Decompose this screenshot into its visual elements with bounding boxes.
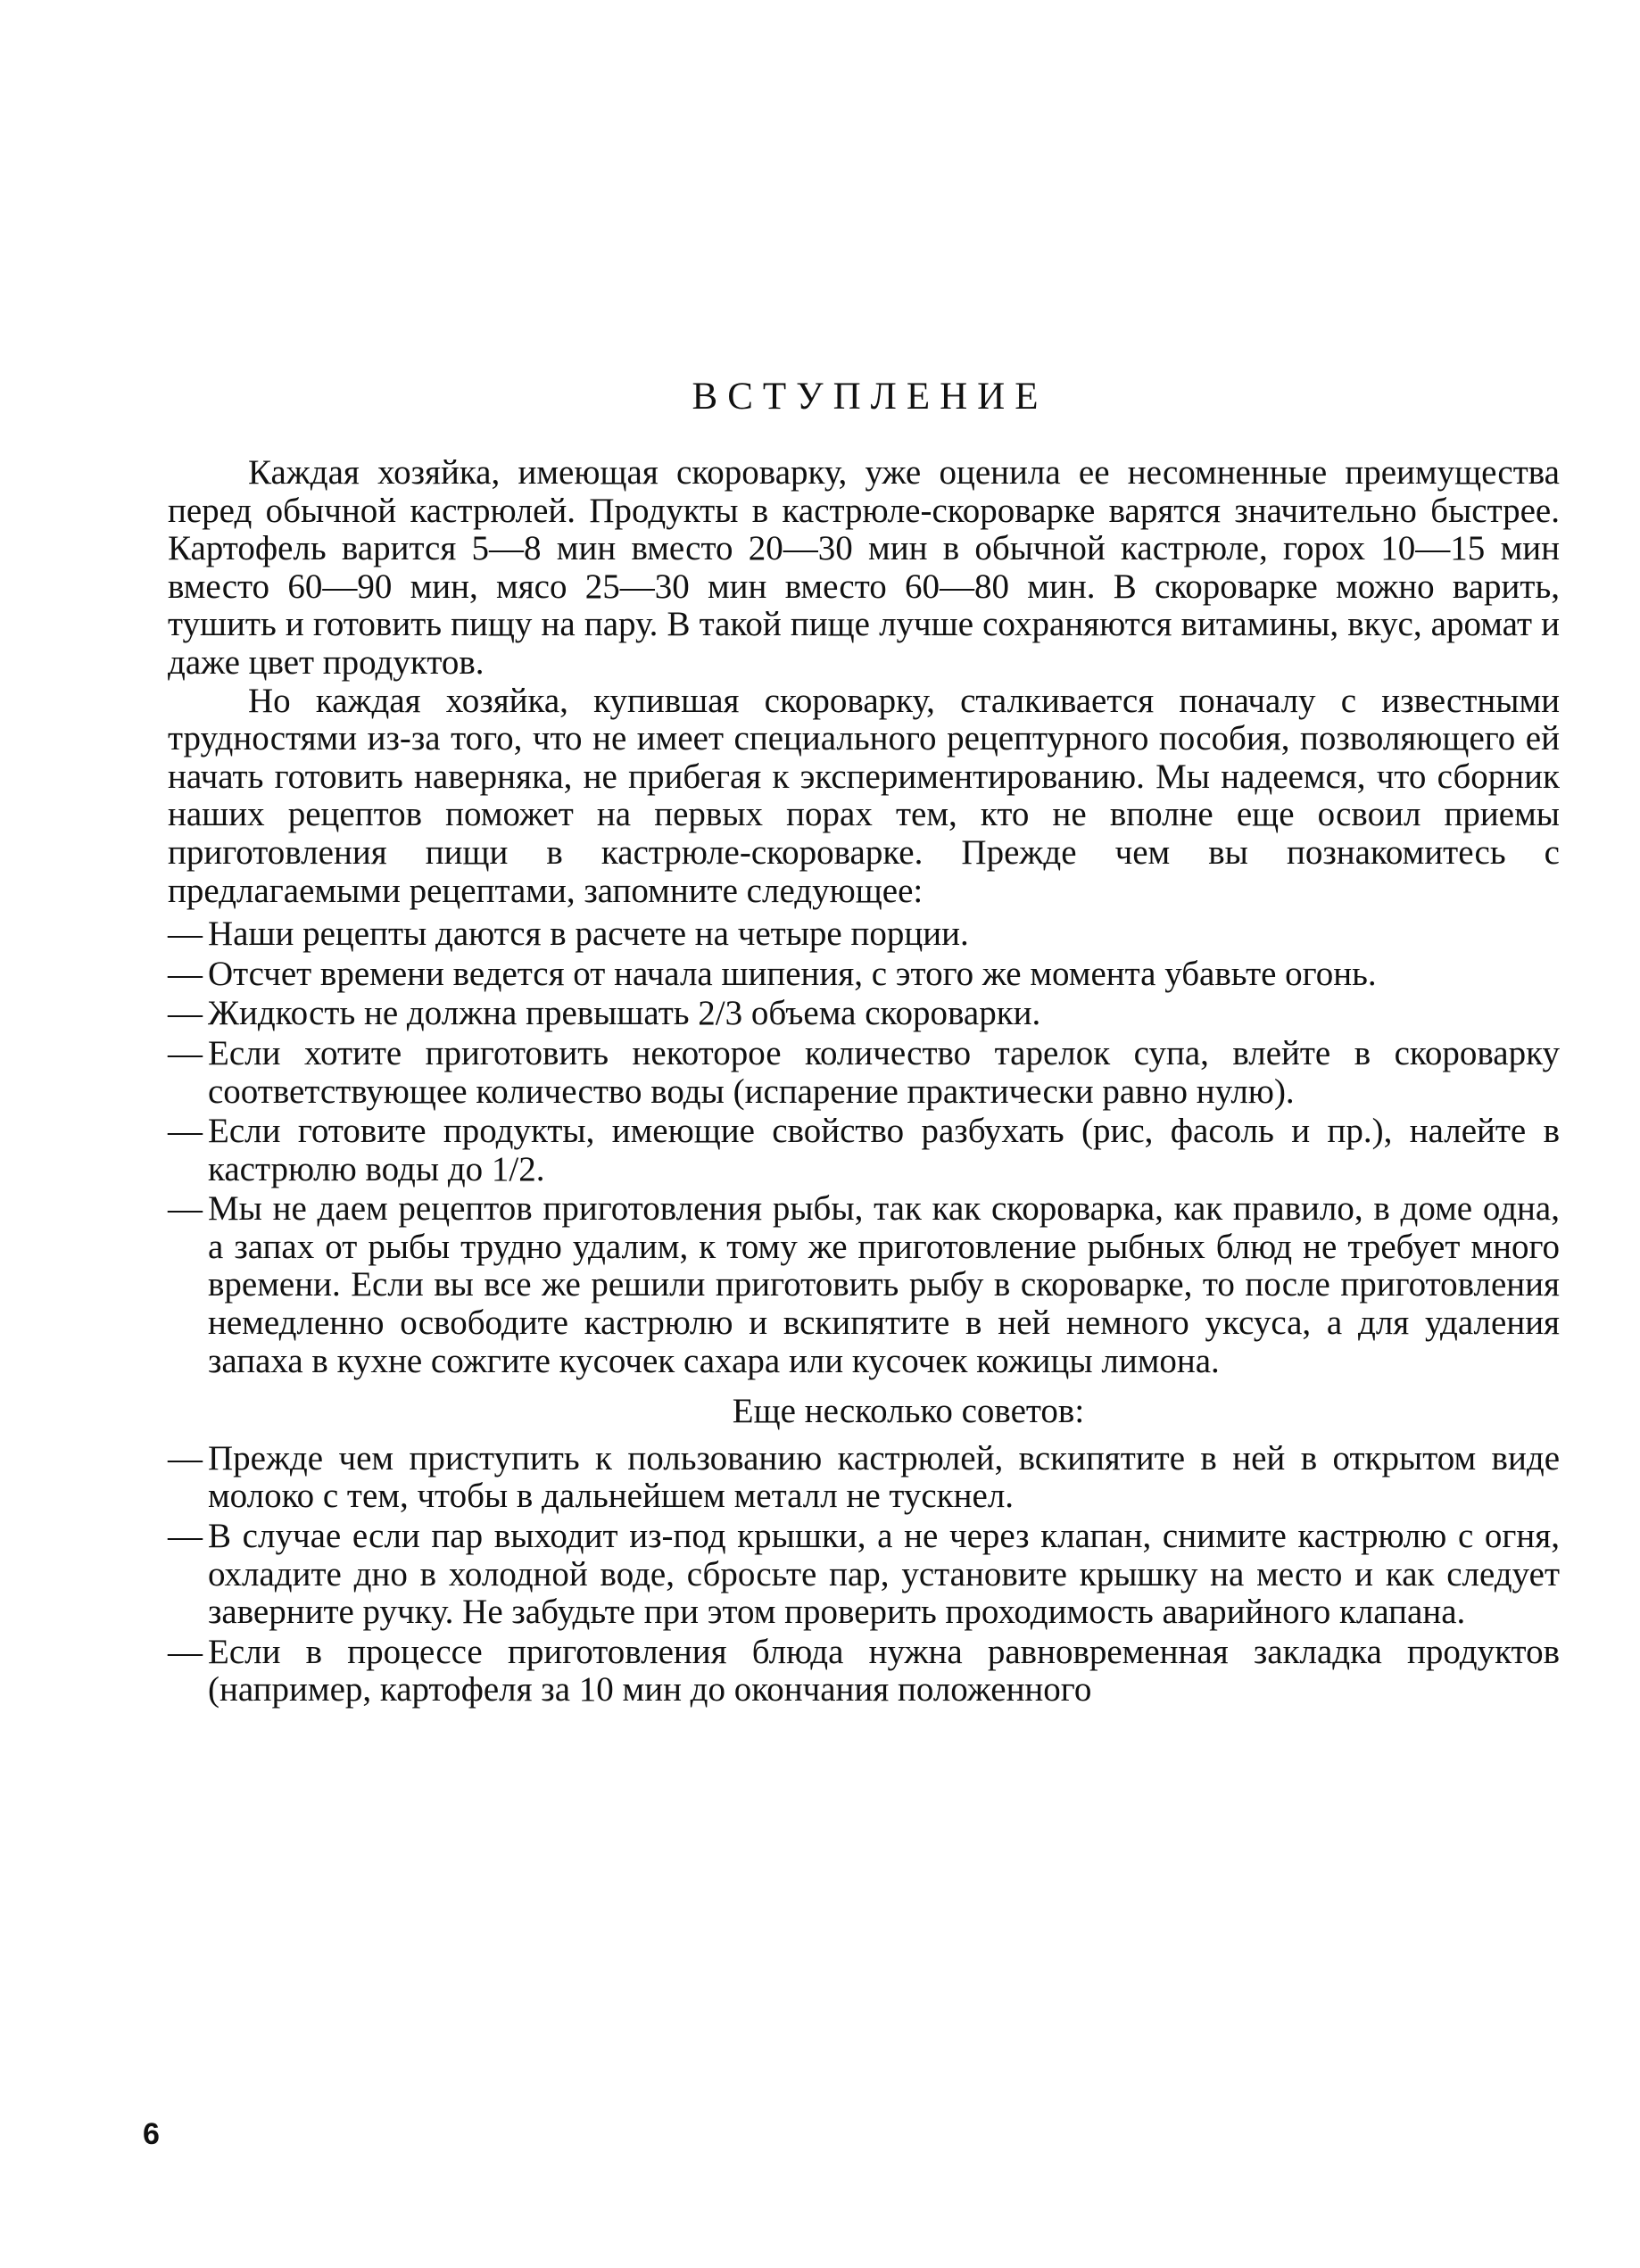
dash-marker: —: [168, 994, 203, 1033]
intro-paragraph-1: Каждая хозяйка, имеющая скороварку, уже оценила ее несомненные преимущества перед обычной кастрюлей. Продукты в кастрюле-скороварке варятся значительно быстрее. Картофель варится 5—8 мин вместо 20—30 мин в обычной кастрюле, горох 10—15 мин вместо 60—90 мин, мясо 25—30 мин вместо 60—80 мин. В скороварке можно варить, тушить и готовить пищу на пару. В такой пище лучше сохраняются витамины, вкус, аромат и даже цвет продуктов.: [168, 453, 1560, 682]
dash-marker: —: [168, 915, 203, 954]
dash-marker: —: [168, 954, 203, 993]
dash-marker: —: [168, 1189, 203, 1229]
rule-item: [168, 1113, 1560, 1188]
tip-text: Прежде чем приступить к пользованию кастрюлей, вскипятите в ней в открытом виде молоко с тем, чтобы в дальнейшем металл не тускнел.: [208, 1438, 1560, 1516]
rule-item: [168, 1035, 1560, 1111]
page-number: 6: [143, 2117, 160, 2151]
rule-item: [168, 995, 1560, 1033]
intro-paragraph-2: Но каждая хозяйка, купившая скороварку, сталкивается поначалу с известными трудностями из-за того, что не имеет специального рецептурного пособия, позволяющего ей начать готовить наверняка, не прибегая к экспериментированию. Мы надеемся, что сборник наших рецептов поможет на первых порах тем, кто не вполне еще освоил приемы приготовления пищи в кастрюле-скороварке. Прежде чем вы познакомитесь с предлагаемыми рецептами, запомните следующее:: [168, 681, 1560, 910]
rule-text: Мы не даем рецептов приготовления рыбы, так как скороварка, как правило, в доме одна, а запах от рыбы трудно удалим, к тому же приготовление рыбных блюд не требует много времени. Если вы все же решили приготовить рыбу в скороварке, то после приготовления немедленно освободите кастрюлю и вскипятите в ней немного уксуса, а для удаления запаха в кухне сожгите кусочек сахара или кусочек кожицы лимона.: [208, 1189, 1560, 1380]
tip-item: [168, 1634, 1560, 1709]
tips-list: [168, 1440, 1560, 1709]
rule-text: Жидкость не должна превышать 2/3 объема скороварки.: [208, 994, 1041, 1033]
dash-marker: —: [168, 1632, 203, 1671]
tips-heading: Еще несколько советов:: [732, 1392, 1085, 1431]
tip-item: [168, 1518, 1560, 1632]
chapter-title: ВСТУПЛЕНИЕ: [692, 376, 1048, 418]
tip-text: Если в процессе приготовления блюда нужна равновременная закладка продуктов (например, картофеля за 10 мин до окончания положенного: [208, 1632, 1560, 1709]
rule-item: [168, 956, 1560, 994]
dash-marker: —: [168, 1112, 203, 1151]
rules-list: [168, 915, 1560, 1380]
dash-marker: —: [168, 1517, 203, 1556]
dash-marker: —: [168, 1438, 203, 1478]
rule-text: Отсчет времени ведется от начала шипения, с этого же момента убавьте огонь.: [208, 954, 1377, 993]
rule-text: Если готовите продукты, имеющие свойство разбухать (рис, фасоль и пр.), налейте в кастрюлю воды до 1/2.: [208, 1112, 1560, 1188]
rule-text: Наши рецепты даются в расчете на четыре порции.: [208, 915, 969, 954]
rule-item: [168, 915, 1560, 954]
rule-item: [168, 1190, 1560, 1380]
tip-item: [168, 1440, 1560, 1516]
dash-marker: —: [168, 1033, 203, 1072]
rule-text: Если хотите приготовить некоторое количество тарелок супа, влейте в скороварку соответствующее количество воды (испарение практически равно нулю).: [208, 1033, 1560, 1111]
page-content: [168, 375, 1560, 1711]
tip-text: В случае если пар выходит из-под крышки, а не через клапан, снимите кастрюлю с огня, охладите дно в холодной воде, сбросьте пар, установите крышку на место и как следует заверните ручку. Не забудьте при этом проверить проходимость аварийного клапана.: [208, 1517, 1560, 1632]
